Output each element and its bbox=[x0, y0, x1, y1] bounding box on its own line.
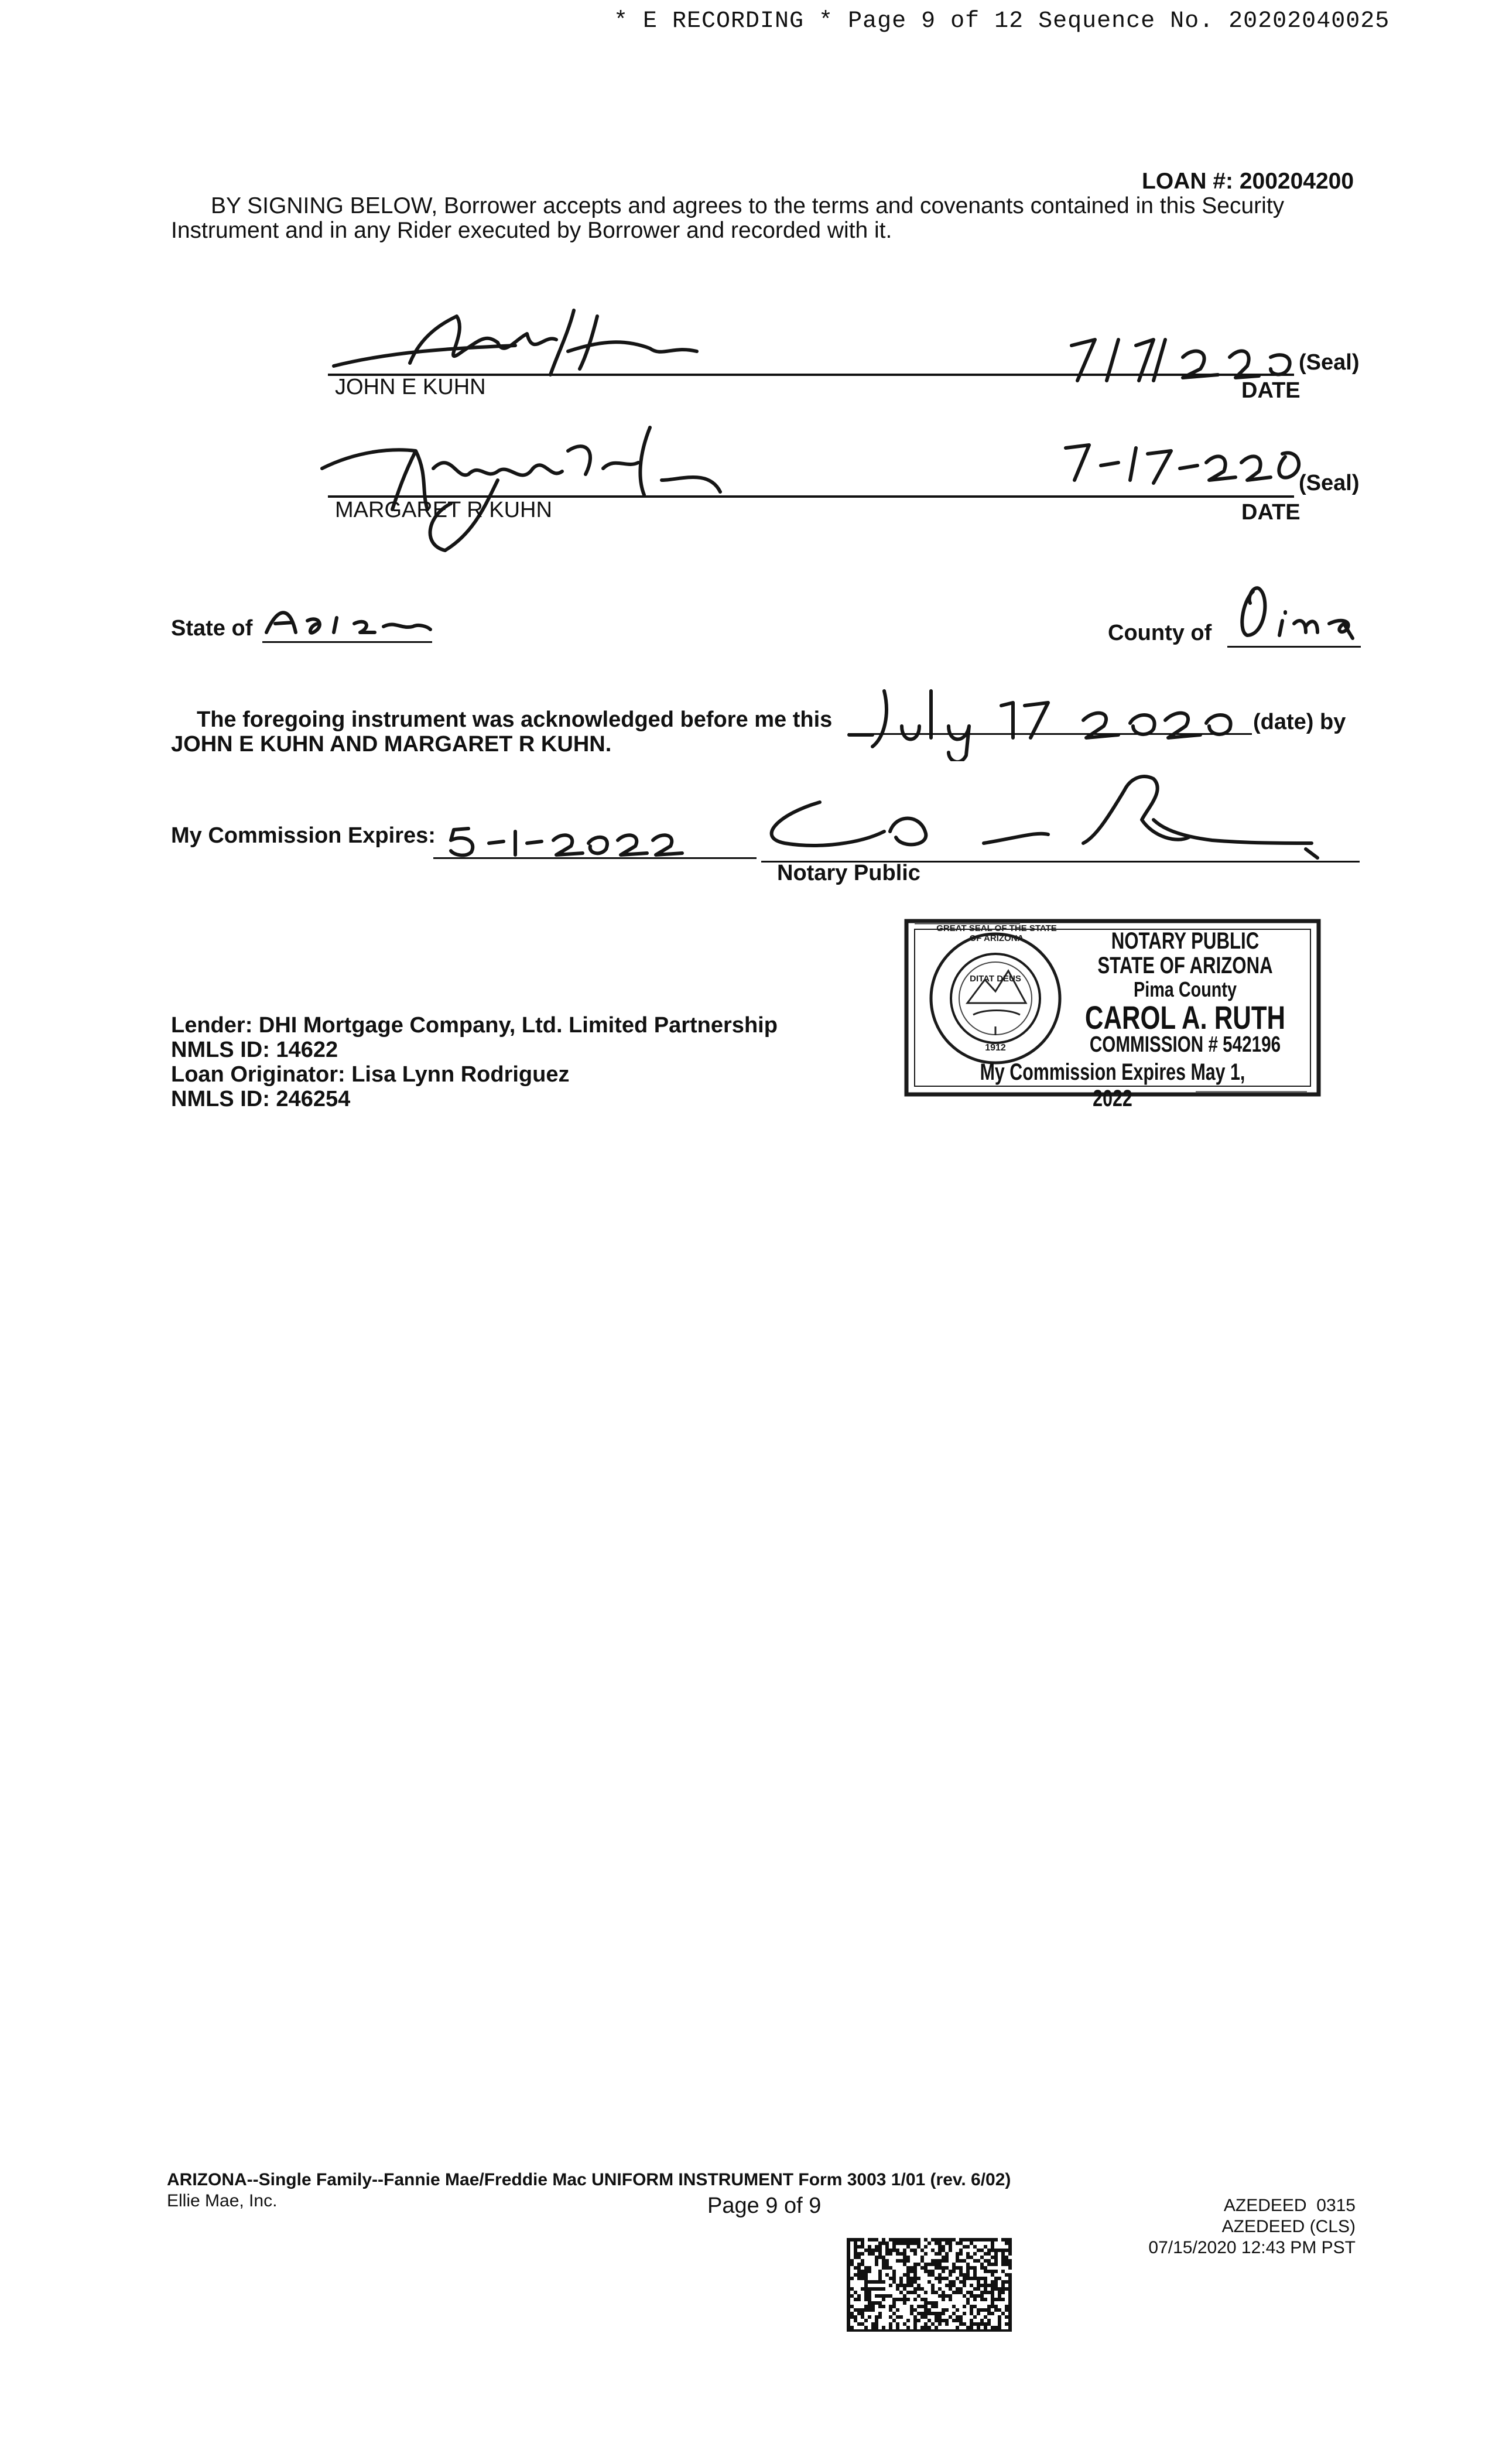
handwritten-county-value bbox=[1230, 580, 1370, 644]
originator-line: Loan Originator: Lisa Lynn Rodriguez bbox=[171, 1062, 570, 1087]
signature-margaret-kuhn bbox=[310, 416, 755, 562]
footer-form-title: ARIZONA--Single Family--Fannie Mae/Freddie Mac UNIFORM INSTRUMENT Form 3003 1/01 (rev. 6/02) bbox=[167, 2170, 1011, 2189]
footer-code-1: AZEDEED 0315 bbox=[1223, 2196, 1356, 2215]
stamp-line-4: CAROL A. RUTH bbox=[1084, 999, 1286, 1036]
footer-timestamp: 07/15/2020 12:43 PM PST bbox=[1148, 2238, 1356, 2257]
signature-john-kuhn bbox=[322, 299, 732, 386]
state-underline bbox=[262, 641, 432, 643]
stamp-line-1: NOTARY PUBLIC bbox=[1111, 928, 1260, 954]
barcode-icon bbox=[847, 2238, 1012, 2332]
commission-underline bbox=[433, 857, 757, 859]
footer-page: Page 9 of 9 bbox=[707, 2193, 822, 2218]
acknowledgment-suffix: (date) by bbox=[1253, 710, 1346, 734]
loan-number bbox=[1142, 169, 1354, 194]
stamp-line-2: STATE OF ARIZONA bbox=[1097, 953, 1273, 978]
intro-line-2: Instrument and in any Rider executed by Borrower and recorded with it. bbox=[171, 218, 892, 243]
footer-code-2: AZEDEED (CLS) bbox=[1221, 2217, 1356, 2236]
acknowledgment-names: JOHN E KUHN AND MARGARET R KUHN. bbox=[171, 732, 612, 757]
loan-number-value: 200204200 bbox=[1239, 169, 1354, 194]
recording-header: * E RECORDING * Page 9 of 12 Sequence No. 20202040025 bbox=[614, 8, 1390, 35]
handwritten-commission-date bbox=[445, 817, 691, 864]
seal-label-1: (Seal) bbox=[1299, 350, 1360, 375]
signer-name-2: MARGARET R KUHN bbox=[335, 498, 552, 522]
stamp-line-3: Pima County bbox=[1133, 977, 1237, 1001]
signer-name-1: JOHN E KUHN bbox=[335, 375, 486, 399]
state-label: State of bbox=[171, 616, 253, 641]
stamp-line-6: My Commission Expires May 1, 2022 bbox=[980, 1059, 1245, 1111]
notary-stamp bbox=[903, 915, 1322, 1111]
ack-date-underline bbox=[848, 733, 1252, 735]
date-label-1: DATE bbox=[1241, 378, 1300, 403]
commission-label: My Commission Expires: bbox=[171, 823, 436, 848]
lender-nmls: NMLS ID: 14622 bbox=[171, 1038, 338, 1062]
seal-year: 1912 bbox=[985, 1043, 1006, 1053]
footer-company: Ellie Mae, Inc. bbox=[167, 2191, 278, 2210]
acknowledgment-prefix: The foregoing instrument was acknowledged before me this bbox=[197, 707, 833, 732]
handwritten-state-value bbox=[261, 600, 436, 641]
handwritten-ack-date bbox=[843, 679, 1253, 761]
intro-line-1: BY SIGNING BELOW, Borrower accepts and agrees to the terms and covenants contained in this Security bbox=[211, 193, 1285, 218]
county-label: County of bbox=[1108, 621, 1212, 645]
handwritten-date-2 bbox=[1054, 430, 1312, 489]
county-underline bbox=[1227, 646, 1361, 648]
stamp-line-5: COMMISSION # 542196 bbox=[1089, 1032, 1281, 1057]
seal-motto: DITAT DEUS bbox=[970, 974, 1021, 984]
seal-label-2: (Seal) bbox=[1299, 471, 1360, 495]
originator-nmls: NMLS ID: 246254 bbox=[171, 1087, 351, 1111]
loan-number-label: LOAN #: bbox=[1142, 169, 1233, 194]
date-label-2: DATE bbox=[1241, 500, 1300, 525]
lender-line: Lender: DHI Mortgage Company, Ltd. Limited Partnership bbox=[171, 1013, 778, 1038]
notary-public-label: Notary Public bbox=[777, 861, 920, 885]
seal-ring-text: GREAT SEAL OF THE STATE OF ARIZONA bbox=[936, 923, 1057, 943]
